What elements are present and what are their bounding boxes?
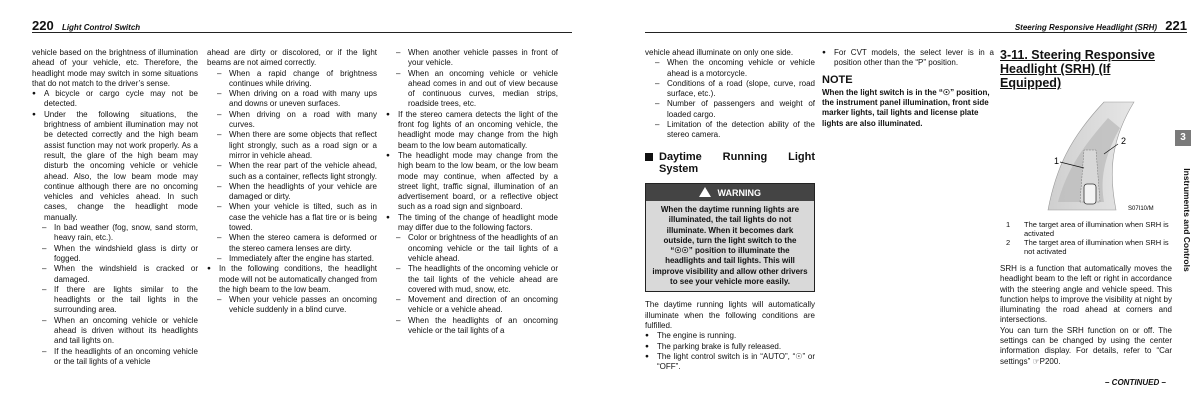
bullet-item: ● A bicycle or cargo cycle may not be detected.	[32, 89, 198, 110]
dash-item: – When a rapid change of brightness continues while driving.	[207, 69, 377, 90]
paragraph: vehicle based on the brightness of illumination ahead of your vehicle, etc. Therefore, the headlight mode may switch in some situations that do not match to the driver’s sense.	[32, 48, 198, 88]
chapter-tab-label	[1172, 150, 1196, 300]
legend-text: The target area of illumination when SRH is activated	[1024, 220, 1169, 238]
right-column-2	[822, 48, 994, 129]
bullet-item: ● If the stereo camera detects the light of the front fog lights of an oncoming vehicle, the headlight mode may change from the high beam to the low beam automatically.	[386, 110, 558, 151]
note-text: When the light switch is in the “☉” position, the instrument panel illumination, front side marker lights, tail lights and license plate lights are also illuminated.	[822, 87, 990, 128]
legend-number: 2	[1006, 238, 1011, 247]
dash-item: – The headlights of the oncoming vehicle or the tail lights of the vehicle ahead are covered with mud, snow, etc.	[386, 264, 558, 295]
dash-item: – When an oncoming vehicle or vehicle ahead comes in and out of view because of continuous curves, median strips, roadside trees, etc.	[386, 69, 558, 110]
paragraph: ahead are dirty or discolored, or if the light beams are not aimed correctly.	[207, 48, 377, 68]
dash-item: – Number of passengers and weight of loaded cargo.	[645, 99, 815, 120]
dash-item: – Movement and direction of an oncoming vehicle or a vehicle ahead.	[386, 295, 558, 316]
cvt-bullet: ● For CVT models, the select lever is in a position other than the “P” position.	[822, 48, 994, 69]
vehicle-shape	[1084, 184, 1096, 204]
legend-row	[1000, 220, 1172, 238]
bullet-item: ● The timing of the change of headlight mode may differ due to the following factors.	[386, 213, 558, 234]
dash-item: – When the oncoming vehicle or vehicle ahead is a motorcycle.	[645, 58, 815, 79]
dash-item: – When your vehicle passes an oncoming vehicle suddenly in a blind curve.	[207, 295, 377, 316]
bullet-item: ● In the following conditions, the headlight mode will not be automatically changed from the high beam to the low beam.	[207, 264, 377, 295]
left-column-2	[207, 48, 377, 316]
dash-item: – When the headlights of your vehicle are damaged or dirty.	[207, 182, 377, 203]
warning-box	[645, 183, 815, 293]
warning-header	[646, 184, 814, 201]
srh-figure	[1000, 98, 1172, 216]
chapter-tab-text: Instruments and Controls	[1182, 168, 1192, 272]
right-column-3	[1000, 48, 1172, 367]
warning-label: WARNING	[717, 187, 761, 198]
figure-code: S07I10/M	[1128, 206, 1154, 212]
left-page	[0, 0, 585, 402]
right-header-title: Steering Responsive Headlight (SRH)	[1014, 23, 1158, 32]
dash-item: – When the rear part of the vehicle ahead, such as a container, reflects light strongly.	[207, 161, 377, 182]
legend-row	[1000, 238, 1172, 256]
drl-condition-item: ● The light control switch is in “AUTO”, “☉” or “OFF”.	[645, 352, 815, 373]
chapter-tab-number: 3	[1175, 130, 1191, 146]
dash-item: – If the headlights of an oncoming vehicle or the tail lights of a vehicle	[32, 347, 198, 368]
dash-item: – Color or brightness of the headlights of an oncoming vehicle or the tail lights of a vehicle ahead.	[386, 233, 558, 264]
dash-item: – Conditions of a road (slope, curve, road surface, etc.).	[645, 79, 815, 100]
callout-2: 2	[1121, 136, 1127, 146]
left-column-3	[386, 48, 558, 336]
paragraph: vehicle ahead illuminate on only one side.	[645, 48, 794, 57]
right-column-1	[645, 48, 815, 372]
right-header-rule	[645, 32, 1187, 33]
right-page-number: 221	[1165, 18, 1187, 33]
left-header-title: Light Control Switch	[61, 23, 141, 32]
left-header-rule	[32, 32, 572, 33]
dash-item: – In bad weather (fog, snow, sand storm, heavy rain, etc.).	[32, 223, 198, 244]
dash-item: – When another vehicle passes in front of your vehicle.	[386, 48, 558, 69]
srh-description	[1000, 264, 1172, 367]
dash-item: – When the windshield glass is dirty or fogged.	[32, 244, 198, 265]
srh-paragraph: SRH is a function that automatically moves the headlight beam to the left or right in accordance with the steering angle and vehicle speed. This function helps to improve the visibility at night by illuminating the road ahead at corners and intersections.	[1000, 264, 1172, 325]
left-page-number: 220	[32, 18, 54, 33]
figure-legend	[1000, 220, 1172, 256]
dash-item: – Limitation of the detection ability of the stereo camera.	[645, 120, 815, 141]
dash-item: – When an oncoming vehicle or vehicle ahead is driven without its headlights and tail lights on.	[32, 316, 198, 347]
dash-item: – When the windshield is cracked or damaged.	[32, 264, 198, 285]
drl-intro: The daytime running lights will automatically illuminate when the following conditions are fulfilled.	[645, 300, 815, 330]
legend-number: 1	[1006, 220, 1011, 229]
left-column-1	[32, 48, 198, 367]
dash-item: – Immediately after the engine has started.	[207, 254, 377, 264]
right-page	[615, 0, 1200, 402]
dash-item: – When the headlights of an oncoming vehicle or the tail lights of a	[386, 316, 558, 337]
continued-marker: – CONTINUED –	[1105, 378, 1166, 387]
note-title: NOTE	[822, 73, 853, 86]
page-gutter	[585, 0, 615, 402]
section-title: 3-11. Steering Responsive Headlight (SRH) (If Equipped)	[1000, 48, 1155, 90]
drl-condition-item: ● The parking brake is fully released.	[645, 342, 815, 352]
dash-item: – When the stereo camera is deformed or the stereo camera lenses are dirty.	[207, 233, 377, 254]
dash-item: – When there are some objects that reflect light strongly, such as a road sign or a mirror in vehicle ahead.	[207, 130, 377, 161]
bullet-item: ● The headlight mode may change from the high beam to the low beam, or the low beam mode may continue, when affected by a street light, traffic signal, illumination of an advertisement board, or a reflective object such as a road sign and signboard.	[386, 151, 558, 213]
dash-item: – If there are lights similar to the headlights or the tail lights in the surrounding area.	[32, 285, 198, 316]
callout-1: 1	[1054, 156, 1060, 166]
bullet-item: ● Under the following situations, the brightness of ambient illumination may not be detected correctly and the high beam assist function may not work properly. As a result, the glare of the high beam may disturb the oncoming vehicle or vehicle ahead. Also, the low beam mode may continue although there are no oncoming vehicles and vehicles ahead. In such cases, change the headlight mode manually.	[32, 110, 198, 223]
dash-item: – When your vehicle is tilted, such as in case the vehicle has a flat tire or is being towed.	[207, 202, 377, 233]
drl-section-title: Daytime Running Light System	[645, 151, 815, 175]
warning-triangle-icon	[699, 187, 711, 197]
legend-text: The target area of illumination when SRH is not activated	[1024, 238, 1169, 256]
dash-item: – When driving on a road with many ups and downs or uneven surfaces.	[207, 89, 377, 110]
dash-item: – When driving on a road with many curves.	[207, 110, 377, 131]
drl-condition-item: ● The engine is running.	[645, 331, 815, 341]
drl-conditions-list	[645, 331, 815, 372]
srh-paragraph: You can turn the SRH function on or off. The settings can be changed by using the center information display. For details, refer to “Car settings” ☞P200.	[1000, 325, 1172, 366]
srh-illustration	[1000, 98, 1172, 216]
warning-text: When the daytime running lights are illuminated, the tail lights do not illuminate. When it becomes dark outside, turn the light switch to the “☉☉” position to illuminate the headlights and tail lights. This will improve visibility and allow other drivers to see your vehicle more easily.	[646, 201, 814, 291]
